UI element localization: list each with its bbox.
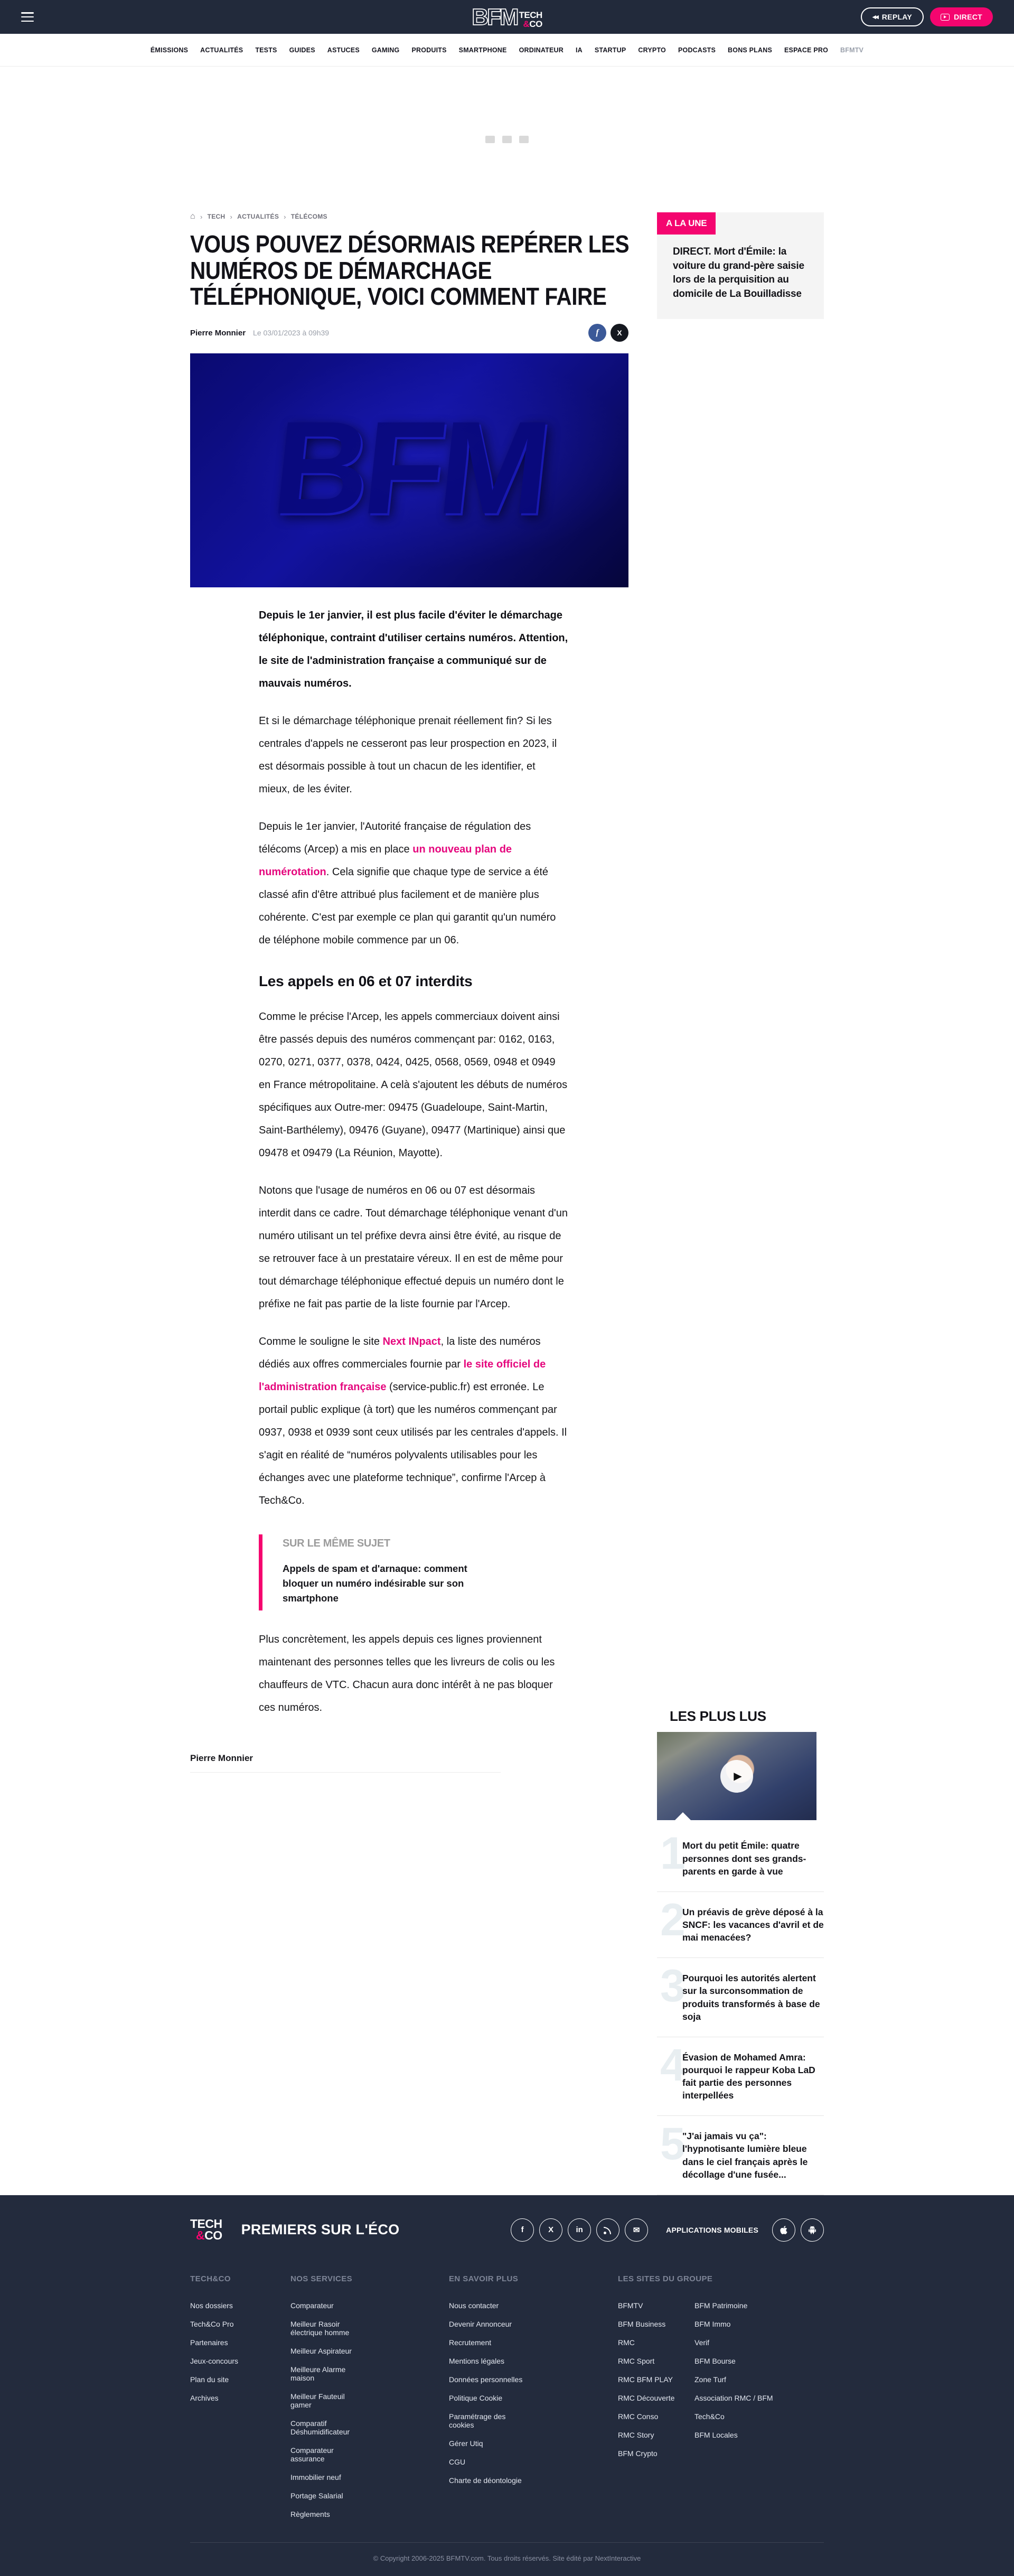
footer-link[interactable]: Données personnelles	[449, 2375, 523, 2384]
footer-link[interactable]: Portage Salarial	[290, 2491, 343, 2500]
hamburger-menu-icon[interactable]	[21, 12, 34, 22]
footer-link-list	[190, 2301, 267, 2412]
footer-x-icon[interactable]: X	[539, 2218, 562, 2242]
footer-link[interactable]: RMC Sport	[618, 2356, 655, 2365]
breadcrumb	[190, 212, 628, 221]
footer-column-title: TECH&CO	[190, 2274, 231, 2283]
article-paragraph: Depuis le 1er janvier, l'Autorité française de régulation des télécoms (Arcep) a mis en place un nouveau plan de numérotation. Cela signifie que chaque type de service a été classé afin d'être attribué plus facilement et de manière plus cohérente. C'est par exemple ce plan qui garantit qu'un numéro de téléphone mobile commence par un 06.	[259, 821, 556, 947]
article-paragraph: Comme le souligne le site Next INpact, la liste des numéros dédiés aux offres commerciales fournie par le site officiel de l'administration française (service-public.fr) est erronée. Le portail public explique (à tort) que les numéros commençant par 0937, 0938 et 0939 sont ceux utilisés par les centrales d'appels. Il s'agit en réalité de “numéros polyvalents utilisables pour les échanges avec une plateforme technique”, confirme l'Arcep à Tech&Co.	[259, 1336, 567, 1507]
footer-link[interactable]: Nos dossiers	[190, 2301, 233, 2310]
most-read-item[interactable]	[657, 1892, 824, 1958]
logo-bfm-text: BFM	[472, 4, 518, 30]
footer-link[interactable]: BFM Business	[618, 2319, 666, 2328]
footer-linkedin-icon[interactable]: in	[568, 2218, 591, 2242]
nav-item-guides[interactable]: GUIDES	[289, 46, 315, 54]
most-read-title: "J'ai jamais vu ça": l'hypnotisante lumière bleue dans le ciel français après le décollage d'une fusée...	[682, 2131, 808, 2180]
nav-item-ia[interactable]: IA	[575, 46, 583, 54]
footer-link[interactable]: Mentions légales	[449, 2356, 505, 2365]
footer-tagline: PREMIERS SUR L'ÉCO	[241, 2222, 400, 2238]
chevron-right-icon: ›	[230, 212, 233, 221]
inline-link[interactable]: un nouveau plan de numérotation	[259, 844, 512, 878]
byline	[190, 324, 628, 342]
footer-link[interactable]: BFM Crypto	[618, 2449, 658, 2458]
article-body	[259, 604, 569, 1719]
content-container	[190, 212, 824, 2195]
footer-link[interactable]: Recrutement	[449, 2338, 492, 2347]
most-read-item[interactable]	[657, 2037, 824, 2116]
author-signature	[190, 1753, 501, 1773]
ad-placeholder-icon	[485, 136, 495, 143]
footer-link-list	[449, 2301, 525, 2495]
most-read-item[interactable]	[657, 1958, 824, 2037]
nav-item-podcasts[interactable]: PODCASTS	[678, 46, 716, 54]
a-la-une-card[interactable]	[657, 212, 824, 319]
footer-top	[190, 2218, 824, 2242]
footer-link-list	[694, 2301, 824, 2468]
tv-play-icon	[941, 14, 950, 21]
most-read-rank: 1	[660, 1828, 686, 1879]
most-read-rank: 3	[660, 1961, 686, 2012]
footer-link[interactable]: RMC Découverte	[618, 2393, 675, 2402]
most-read-title: Pourquoi les autorités alertent sur la surconsommation de produits transformés à base de soja	[682, 1973, 820, 2022]
topbar-actions	[861, 7, 993, 26]
footer-social-icons	[511, 2218, 648, 2242]
related-topic-label: SUR LE MÊME SUJET	[283, 1538, 390, 1550]
footer-link[interactable]: Plan du site	[190, 2375, 229, 2384]
nav-item-smartphone[interactable]: SMARTPHONE	[458, 46, 507, 54]
footer-link-lists	[190, 2301, 290, 2412]
footer-link[interactable]: Verif	[694, 2338, 710, 2347]
nav-item--missions[interactable]: ÉMISSIONS	[150, 46, 189, 54]
author-link[interactable]: Pierre Monnier	[190, 328, 246, 338]
nav-item-astuces[interactable]: ASTUCES	[327, 46, 360, 54]
nav-item-startup[interactable]: STARTUP	[594, 46, 626, 54]
home-icon[interactable]: ⌂	[190, 212, 195, 221]
apple-icon[interactable]	[772, 2218, 795, 2242]
footer-link[interactable]: BFMTV	[618, 2301, 643, 2310]
main-nav	[0, 34, 1014, 67]
related-topic-link[interactable]: Appels de spam et d'arnaque: comment bloquer un numéro indésirable sur son smartphone	[283, 1563, 467, 1604]
footer-link[interactable]: Association RMC / BFM	[694, 2393, 773, 2402]
nav-item-bfmtv[interactable]: BFMTV	[840, 46, 864, 54]
footer-column-title: EN SAVOIR PLUS	[449, 2274, 519, 2283]
top-bar	[0, 0, 1014, 34]
footer-link[interactable]: CGU	[449, 2457, 466, 2466]
footer-link-list	[618, 2301, 694, 2468]
direct-button[interactable]: DIRECT	[930, 7, 993, 26]
apps-label: APPLICATIONS MOBILES	[666, 2225, 758, 2234]
footer-link[interactable]: Zone Turf	[694, 2375, 726, 2384]
footer-link[interactable]: Comparateur assurance	[290, 2446, 334, 2463]
inline-link[interactable]: Next INpact	[382, 1336, 441, 1348]
les-plus-lus-section	[657, 1708, 824, 2195]
footer-column-en-savoir-plus	[449, 2274, 618, 2528]
nav-item-tests[interactable]: TESTS	[255, 46, 277, 54]
footer-link[interactable]: BFM Locales	[694, 2430, 738, 2439]
inline-link[interactable]: le site officiel de l'administration française	[259, 1359, 546, 1393]
android-icon[interactable]	[801, 2218, 824, 2242]
footer-newsletter-icon[interactable]: ✉	[625, 2218, 648, 2242]
nav-item-ordinateur[interactable]: ORDINATEUR	[519, 46, 564, 54]
footer-columns	[190, 2274, 824, 2528]
footer-link[interactable]: Politique Cookie	[449, 2393, 503, 2402]
footer-link[interactable]: Meilleur Rasoir électrique homme	[290, 2319, 350, 2337]
a-la-une-headline[interactable]: DIRECT. Mort d'Émile: la voiture du grand-père saisie lors de la perquisition au domicile de La Bouilladisse	[673, 246, 804, 299]
most-read-title: Mort du petit Émile: quatre personnes dont ses grands-parents en garde à vue	[682, 1840, 806, 1877]
chevron-right-icon: ›	[200, 212, 203, 221]
breadcrumb-item[interactable]: TÉLÉCOMS	[290, 213, 327, 220]
footer-facebook-icon[interactable]: f	[511, 2218, 534, 2242]
footer-column-tech-co	[190, 2274, 290, 2528]
footer-link[interactable]: Comparateur	[290, 2301, 334, 2310]
most-read-rank: 2	[660, 1894, 686, 1945]
footer-link[interactable]: Immobilier neuf	[290, 2472, 341, 2481]
footer-column-title: NOS SERVICES	[290, 2274, 353, 2283]
article-column	[190, 212, 628, 1773]
rewind-icon: ◀◀	[872, 14, 878, 20]
footer-link-lists	[290, 2301, 449, 2528]
footer-link[interactable]: Paramétrage des cookies	[449, 2412, 506, 2429]
nav-item-actualit-s[interactable]: ACTUALITÉS	[200, 46, 243, 54]
footer-column-title: LES SITES DU GROUPE	[618, 2274, 713, 2283]
page-title: VOUS POUVEZ DÉSORMAIS REPÉRER LES NUMÉROS DE DÉMARCHAGE TÉLÉPHONIQUE, VOICI COMMENT FAIRE	[190, 230, 630, 311]
footer-link[interactable]: Tech&Co Pro	[190, 2319, 234, 2328]
footer-link[interactable]: Charte de déontologie	[449, 2476, 522, 2485]
most-read-rank: 4	[660, 2039, 686, 2091]
article-paragraph: Et si le démarchage téléphonique prenait réellement fin? Si les centrales d'appels ne cesseront pas leur prospection en 2023, il est désormais possible à tout un chacun de les identifier, et mieux, de les éviter.	[259, 715, 557, 795]
footer-link[interactable]: BFM Bourse	[694, 2356, 736, 2365]
most-read-item[interactable]	[657, 2116, 824, 2195]
article-paragraph: Plus concrètement, les appels depuis ces lignes proviennent maintenant des personnes telles que les livreurs de colis ou les chauffeurs de VTC. Chacun aura donc intérêt à ne pas bloquer ces numéros.	[259, 1634, 555, 1714]
thumbnail-notch	[675, 1812, 691, 1820]
a-la-une-badge: A LA UNE	[657, 212, 716, 235]
breadcrumb-item[interactable]: TECH	[207, 213, 226, 220]
share-x-icon[interactable]: X	[611, 324, 628, 342]
chevron-right-icon: ›	[284, 212, 286, 221]
ad-placeholder-icon	[519, 136, 529, 143]
article-lead: Depuis le 1er janvier, il est plus facile d'éviter le démarchage téléphonique, contraint d'utiliser certains numéros. Attention, le site de l'administration française a communiqué sur de mauvais numéros.	[259, 610, 568, 690]
footer-link-lists	[449, 2301, 618, 2495]
footer-techco-logo[interactable]: TECH &CO	[190, 2217, 222, 2242]
footer-column-les-sites-du-groupe	[618, 2274, 824, 2528]
share-buttons	[588, 324, 628, 342]
les-plus-lus-list	[657, 1825, 824, 2195]
footer-link[interactable]: RMC Story	[618, 2430, 654, 2439]
nav-item-produits[interactable]: PRODUITS	[411, 46, 447, 54]
article-paragraph: Comme le précise l'Arcep, les appels commerciaux doivent ainsi être passés depuis des numéros commençant par: 0162, 0163, 0270, 0271, 0377, 0378, 0424, 0425, 0568, 0569, 0948 et 0949 en France métropolitaine. A celà s'ajoutent les débuts de numéros spécifiques aux Outre-mer: 09475 (Guadeloupe, Saint-Martin, Saint-Barthélemy), 09476 (Guyane), 09477 (Martinique) ainsi que 09478 et 09479 (La Réunion, Mayotte).	[259, 1011, 568, 1159]
footer-link[interactable]: Devenir Annonceur	[449, 2319, 512, 2328]
footer-link[interactable]: Jeux-concours	[190, 2356, 239, 2365]
nav-item-crypto[interactable]: CRYPTO	[638, 46, 666, 54]
les-plus-lus-title: LES PLUS LUS	[670, 1708, 766, 1725]
nav-item-gaming[interactable]: GAMING	[371, 46, 400, 54]
author-signature-link[interactable]: Pierre Monnier	[190, 1753, 253, 1764]
most-read-rank: 5	[660, 2119, 686, 2170]
ad-placeholder	[0, 67, 1014, 212]
hero-bfm-watermark: BFM	[266, 394, 552, 541]
footer-copyright: © Copyright 2006-2025 BFMTV.com. Tous droits réservés. Site édité par NextInteractive	[190, 2542, 824, 2576]
right-sidebar	[657, 212, 824, 2195]
most-read-title: Évasion de Mohamed Amra: pourquoi le rappeur Koba LaD fait partie des personnes interpellées	[682, 2052, 815, 2101]
bfm-techco-logo[interactable]	[472, 6, 542, 29]
footer-link[interactable]: Tech&Co	[694, 2412, 725, 2421]
footer-link[interactable]: RMC	[618, 2338, 635, 2347]
footer-link[interactable]: Gérer Utiq	[449, 2439, 483, 2448]
share-facebook-icon[interactable]: f	[588, 324, 606, 342]
footer-link[interactable]: BFM Patrimoine	[694, 2301, 748, 2310]
play-button-icon[interactable]: ▶	[720, 1760, 753, 1793]
footer-link-lists	[618, 2301, 824, 2468]
most-read-item[interactable]	[657, 1825, 824, 1891]
footer-link[interactable]: RMC BFM PLAY	[618, 2375, 673, 2384]
nav-item-espace-pro[interactable]: ESPACE PRO	[784, 46, 829, 54]
footer-link[interactable]: Partenaires	[190, 2338, 228, 2347]
footer-link-list	[290, 2301, 367, 2528]
logo-techco-text: TECH &CO	[519, 10, 542, 29]
footer-link[interactable]: Nous contacter	[449, 2301, 499, 2310]
article-paragraph: Notons que l'usage de numéros en 06 ou 07 est désormais interdit dans ce cadre. Tout démarchage téléphonique venant d'un numéro utilisant un tel préfixe devra ainsi être évité, au risque de se retrouver face à un prestataire véreux. Il en est de même pour tout démarchage téléphonique effectué depuis un numéro dont le préfixe ne fait pas partie de la liste fournie par l'Arcep.	[259, 1185, 568, 1310]
footer-link[interactable]: Meilleur Fauteuil gamer	[290, 2392, 345, 2409]
footer-link[interactable]: BFM Immo	[694, 2319, 731, 2328]
breadcrumb-item[interactable]: ACTUALITÉS	[237, 213, 279, 220]
video-thumbnail[interactable]	[657, 1732, 816, 1820]
ad-placeholder-icon	[502, 136, 512, 143]
footer-link[interactable]: Meilleur Aspirateur	[290, 2346, 352, 2355]
footer-link[interactable]: Règlements	[290, 2509, 330, 2518]
publish-date: Le 03/01/2023 à 09h39	[253, 329, 330, 338]
replay-button[interactable]: ◀◀ REPLAY	[861, 7, 924, 26]
hero-image	[190, 353, 628, 587]
footer-column-nos-services	[290, 2274, 449, 2528]
footer-link[interactable]: Archives	[190, 2393, 219, 2402]
rss-arc	[604, 2227, 611, 2234]
footer-link[interactable]: Comparatif Déshumidificateur	[290, 2419, 350, 2436]
footer-rss-icon[interactable]	[596, 2218, 619, 2242]
footer-link[interactable]: RMC Conso	[618, 2412, 659, 2421]
app-store-icons	[772, 2218, 824, 2242]
section-heading: Les appels en 06 et 07 interdits	[259, 973, 473, 990]
related-topic-box	[259, 1534, 569, 1610]
footer	[0, 2195, 1014, 2576]
nav-item-bons-plans[interactable]: BONS PLANS	[728, 46, 772, 54]
footer-link[interactable]: Meilleure Alarme maison	[290, 2365, 346, 2382]
most-read-title: Un préavis de grève déposé à la SNCF: les vacances d'avril et de mai menacées?	[682, 1906, 824, 1943]
